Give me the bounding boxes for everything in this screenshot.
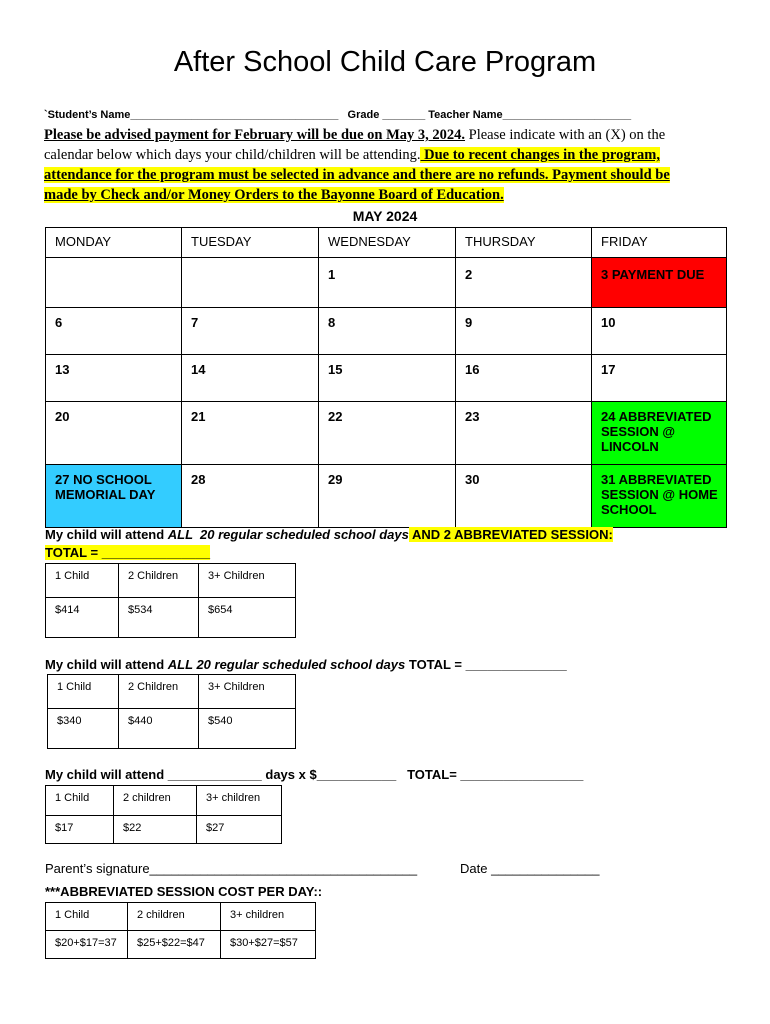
option2-line — [45, 657, 567, 672]
abbreviated-cost-heading: ***ABBREVIATED SESSION COST PER DAY:: — [45, 884, 323, 899]
calendar-day-cell[interactable]: 22 — [319, 402, 456, 465]
payment-due-cell[interactable]: 3 PAYMENT DUE — [592, 258, 727, 308]
option1-line — [45, 527, 613, 542]
price-header: 3+ Children — [199, 675, 296, 709]
price-value: $17 — [46, 816, 114, 844]
calendar-day-cell[interactable]: 17 — [592, 355, 727, 402]
calendar-day-cell[interactable]: 8 — [319, 308, 456, 355]
price-header: 3+ children — [197, 786, 282, 816]
date-field[interactable]: Date _______________ — [460, 861, 600, 876]
abbreviated-price-table — [45, 902, 316, 959]
price-value: $20+$17=37 — [46, 931, 128, 959]
calendar-month: MAY 2024 — [352, 208, 418, 224]
price-value: $654 — [199, 598, 296, 638]
price-value: $22 — [114, 816, 197, 844]
calendar-day-cell[interactable]: 14 — [182, 355, 319, 402]
payment-notice — [44, 125, 704, 205]
price-value: $534 — [119, 598, 199, 638]
calendar-day-cell[interactable]: 15 — [319, 355, 456, 402]
price-value: $540 — [199, 709, 296, 749]
calendar-day-cell[interactable]: 30 — [456, 465, 592, 528]
calendar-day-cell[interactable]: 9 — [456, 308, 592, 355]
calendar-day-cell[interactable]: 20 — [46, 402, 182, 465]
calendar-day-cell[interactable]: 1 — [319, 258, 456, 308]
price-value: $340 — [48, 709, 119, 749]
option1-total-label[interactable]: TOTAL = _______________ — [45, 545, 211, 560]
price-header: 3+ children — [221, 903, 316, 931]
calendar-day-cell[interactable]: 28 — [182, 465, 319, 528]
header-wednesday: WEDNESDAY — [319, 228, 456, 258]
payment-due-notice: Please be advised payment for February will be due on May 3, 2024. — [44, 127, 466, 143]
price-value: $30+$27=$57 — [221, 931, 316, 959]
option3-price-table — [45, 785, 282, 844]
abbreviated-session-cell[interactable]: 24 ABBREVIATED SESSION @ LINCOLN — [592, 402, 727, 465]
calendar-day-cell[interactable]: 6 — [46, 308, 182, 355]
option1-total[interactable] — [45, 545, 210, 560]
parent-signature-field[interactable]: Parent’s signature_____________________________________ — [45, 861, 418, 876]
price-header: 3+ Children — [199, 564, 296, 598]
attendance-calendar — [45, 227, 727, 528]
price-value: $27 — [197, 816, 282, 844]
option1-price-table — [45, 563, 296, 638]
price-header: 1 Child — [46, 564, 119, 598]
abbreviated-session-cell[interactable]: 31 ABBREVIATED SESSION @ HOME SCHOOL — [592, 465, 727, 528]
price-header: 2 Children — [119, 675, 199, 709]
calendar-day-cell[interactable] — [46, 258, 182, 308]
price-value: $414 — [46, 598, 119, 638]
calendar-day-cell[interactable]: 7 — [182, 308, 319, 355]
calendar-day-cell[interactable]: 10 — [592, 308, 727, 355]
option2-total[interactable]: TOTAL = ______________ — [405, 657, 567, 672]
header-thursday: THURSDAY — [456, 228, 592, 258]
option2-italic: ALL 20 regular scheduled school days — [167, 657, 406, 672]
header-friday: FRIDAY — [592, 228, 727, 258]
option3-line[interactable]: My child will attend _____________ days x $___________ TOTAL= _________________ — [45, 767, 584, 782]
form-title: After School Child Care Program — [173, 46, 597, 78]
price-header: 2 children — [128, 903, 221, 931]
option1-tail: AND 2 ABBREVIATED SESSION: — [408, 527, 613, 542]
price-header: 1 Child — [46, 786, 114, 816]
price-value: $25+$22=$47 — [128, 931, 221, 959]
price-header: 2 Children — [119, 564, 199, 598]
calendar-day-cell[interactable]: 13 — [46, 355, 182, 402]
calendar-day-cell[interactable]: 2 — [456, 258, 592, 308]
student-info-fields[interactable]: `Student’s Name__________________________________ Grade _______ Teacher Name_____________________ — [44, 109, 632, 121]
attendance-instruction: Please indicate with an (X) on the calendar below which days your child/children will be attending. — [44, 127, 666, 163]
option2-lead: My child will attend — [45, 657, 168, 672]
calendar-day-cell[interactable]: 16 — [456, 355, 592, 402]
option1-lead: My child will attend — [45, 527, 168, 542]
price-header: 1 Child — [48, 675, 119, 709]
option1-italic: ALL 20 regular scheduled school days — [167, 527, 409, 542]
option2-price-table — [47, 674, 296, 749]
calendar-day-cell[interactable]: 21 — [182, 402, 319, 465]
header-tuesday: TUESDAY — [182, 228, 319, 258]
calendar-day-cell[interactable] — [182, 258, 319, 308]
price-header: 2 children — [114, 786, 197, 816]
no-school-cell[interactable]: 27 NO SCHOOL MEMORIAL DAY — [46, 465, 182, 528]
calendar-day-cell[interactable]: 29 — [319, 465, 456, 528]
calendar-day-cell[interactable]: 23 — [456, 402, 592, 465]
price-value: $440 — [119, 709, 199, 749]
refund-policy-notice: Due to recent changes in the program, attendance for the program must be selected in advance and there are no refunds. Payment should be made by Check and/or Money Orders to the Bayonne Board of Education. — [44, 147, 670, 203]
header-monday: MONDAY — [46, 228, 182, 258]
price-header: 1 Child — [46, 903, 128, 931]
